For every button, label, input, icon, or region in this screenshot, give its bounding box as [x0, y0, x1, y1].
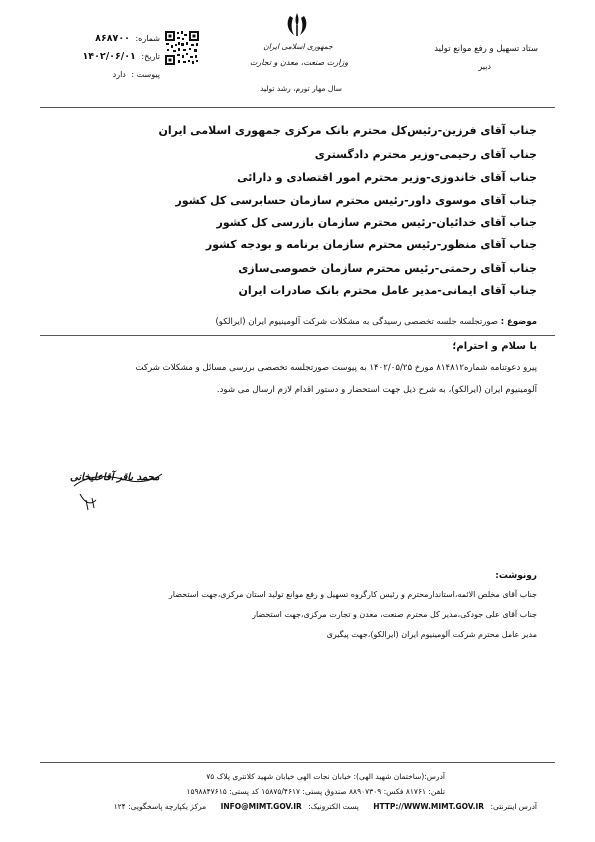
office-name: ستاد تسهیل و رفع موانع تولید	[434, 44, 538, 54]
body-line: پیرو دعوتنامه شماره۸۱۴۸۱۲ مورخ ۱۴۰۲/۰۵/۲۵ به پیوست صورتجلسه تخصصی بررسی مسائل و مشکلات شرکت	[135, 363, 537, 373]
footer-phone: تلفن: ۸۱۷۶۱ فکس: ۸۸۹۰۷۳۰۹ صندوق پستی: ۱۵۸۷۵/۴۶۱۷ کد پستی: ۱۵۹۸۸۴۷۶۱۵	[186, 787, 445, 796]
subject-divider	[40, 335, 555, 336]
footer-divider	[40, 762, 555, 763]
footer-contact-row	[47, 801, 537, 812]
subject-line	[57, 317, 537, 327]
recipient-line: جناب آقای رحمتی-رئیس محترم سازمان خصوصی‌سازی	[238, 262, 537, 275]
recipient-line: جناب آقای خدائیان-رئیس محترم سازمان بازرسی کل کشور	[216, 216, 537, 229]
cc-item: مدیر عامل محترم شرکت آلومینیوم ایران (ایرالکو)،جهت پیگیری	[326, 630, 537, 639]
letter-date-row	[48, 48, 160, 66]
iran-emblem-icon	[282, 10, 312, 40]
recipient-line: جناب آقای خاندوزی-وزیر محترم امور اقتصادی و دارائی	[237, 171, 537, 184]
header-divider	[40, 107, 555, 108]
handwritten-signature-icon	[66, 466, 166, 514]
footer-email-label: پست الکترونیک:	[308, 802, 359, 811]
recipient-line: جناب آقای ایمانی-مدیر عامل محترم بانک صادرات ایران	[238, 284, 537, 297]
year-slogan: سال مهار تورم، رشد تولید	[260, 84, 342, 93]
body-line: آلومینیوم ایران (ایرالکو)، به شرح ذیل جهت استحضار و دستور اقدام لازم ارسال می شود.	[216, 385, 537, 395]
subject-label: موضوع :	[500, 317, 537, 327]
letter-attachment-value: دارد	[112, 70, 126, 79]
greeting: با سلام و احترام؛	[452, 341, 537, 352]
footer-address: آدرس:(ساختمان شهید الهی): خیابان نجات الهی خیابان شهید کلانتری پلاک ۷۵	[206, 772, 445, 781]
footer-web-label: آدرس اینترنتی:	[490, 802, 537, 811]
letter-date-value: ۱۴۰۲/۰۶/۰۱	[82, 51, 136, 62]
subject-text: صورتجلسه جلسه تخصصی رسیدگی به مشکلات شرکت آلومینیوم ایران (ایرالکو)	[215, 317, 498, 327]
qr-code-icon	[164, 30, 200, 66]
emblem-caption-ministry: وزارت صنعت، معدن و تجارت	[249, 58, 349, 67]
cc-label: رونوشت:	[495, 571, 537, 581]
letter-number-value: ۸۶۸۷۰۰	[95, 33, 130, 44]
recipient-line: جناب آقای فرزین-رئیس‌کل محترم بانک مرکزی جمهوری اسلامی ایران	[158, 124, 537, 137]
letter-attachment-label: پیوست :	[131, 70, 160, 79]
cc-item: جناب آقای علی جودکی،مدیر کل محترم صنعت، معدن و تجارت مرکزی،جهت استحضار	[252, 610, 537, 619]
recipient-line: جناب آقای موسوی داور-رئیس محترم سازمان حسابرسی کل کشور	[175, 194, 537, 207]
letter-meta	[48, 30, 160, 84]
recipient-line: جناب آقای رحیمی-وزیر محترم دادگستری	[314, 148, 537, 161]
footer-web-link[interactable]: HTTP://WWW.MIMT.GOV.IR	[373, 802, 485, 811]
emblem-caption-country: جمهوری اسلامی ایران	[263, 42, 333, 51]
signature-name: محمد باقر آقاعلیخانی	[70, 472, 160, 483]
footer-email-link[interactable]: INFO@MIMT.GOV.IR	[220, 802, 302, 811]
office-role: دبیر	[478, 62, 491, 71]
cc-item: جناب آقای مخلص الائمه،استاندارمحترم و رئیس کارگروه تسهیل و رفع موانع تولید استان مرکزی،جهت استحضار	[168, 590, 537, 599]
letter-attachment-row	[48, 66, 160, 84]
letter-date-label: تاریخ:	[141, 52, 160, 61]
footer-call-center: مرکز یکپارچه پاسخگویی: ۱۲۴	[113, 802, 207, 811]
recipient-line: جناب آقای منظور-رئیس محترم سازمان برنامه و بودجه کشور	[205, 238, 537, 251]
letter-number-row	[48, 30, 160, 48]
letter-number-label: شماره:	[135, 34, 160, 43]
